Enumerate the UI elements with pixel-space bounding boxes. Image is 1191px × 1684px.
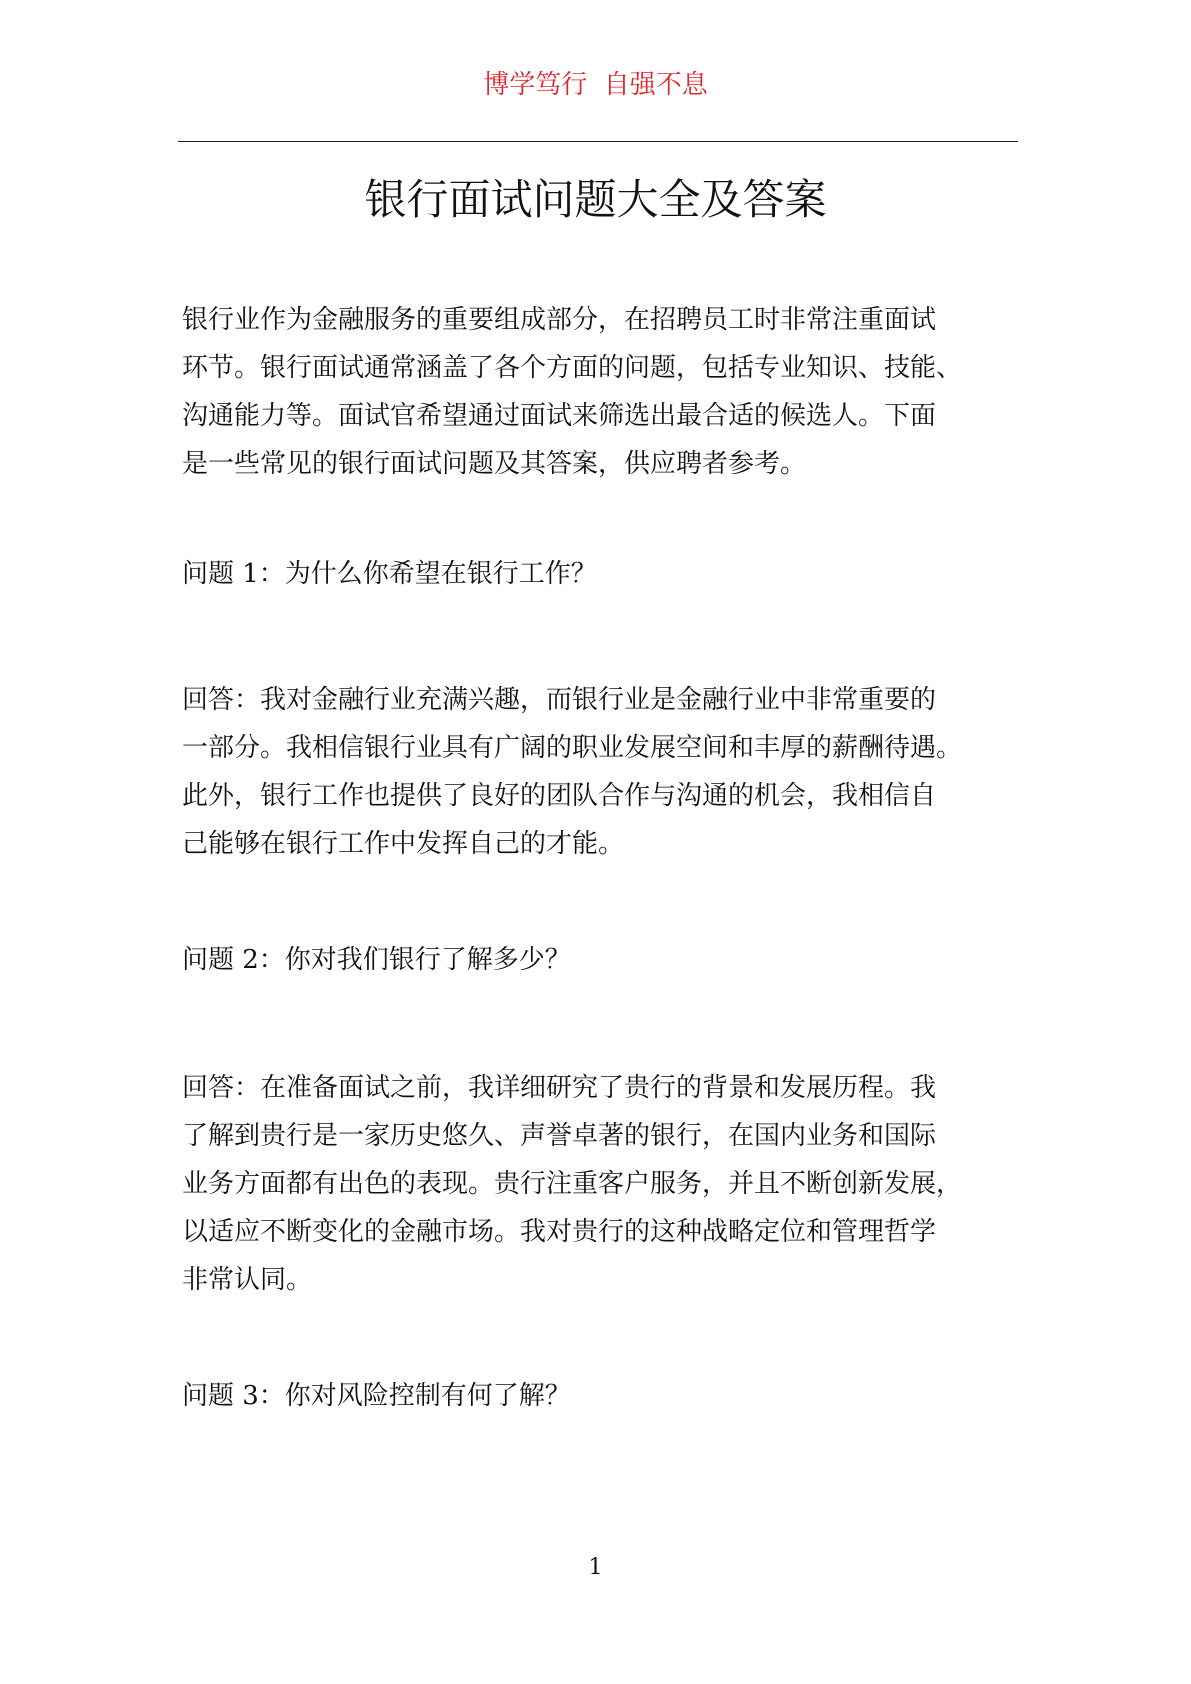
answer-2-line: 以适应不断变化的金融市场。我对贵行的这种战略定位和管理哲学 (182, 1217, 937, 1247)
question-3 (182, 1372, 1022, 1420)
answer-1-paragraph (182, 676, 1022, 868)
intro-paragraph (182, 296, 1022, 488)
answer-2-line: 非常认同。 (182, 1265, 313, 1295)
answer-1-line: 回答：我对金融行业充满兴趣，而银行业是金融行业中非常重要的 (182, 685, 937, 715)
intro-line: 沟通能力等。面试官希望通过面试来筛选出最合适的候选人。下面 (182, 401, 937, 431)
answer-2-line: 业务方面都有出色的表现。贵行注重客户服务，并且不断创新发展， (182, 1169, 963, 1199)
question-2 (182, 936, 1022, 984)
answer-2-line: 了解到贵行是一家历史悠久、声誉卓著的银行，在国内业务和国际 (182, 1121, 937, 1151)
answer-2-paragraph (182, 1064, 1022, 1304)
header-divider (178, 141, 1018, 142)
question-1-text: 问题 1：为什么你希望在银行工作？ (182, 559, 597, 589)
page-number: 1 (588, 1555, 603, 1580)
question-1 (182, 550, 1022, 598)
intro-line: 银行业作为金融服务的重要组成部分，在招聘员工时非常注重面试 (182, 305, 937, 335)
question-3-text: 问题 3：你对风险控制有何了解？ (182, 1381, 571, 1411)
answer-1-line: 此外，银行工作也提供了良好的团队合作与沟通的机会，我相信自 (182, 781, 937, 811)
question-2-text: 问题 2：你对我们银行了解多少？ (182, 945, 571, 975)
intro-line: 是一些常见的银行面试问题及其答案，供应聘者参考。 (182, 449, 807, 479)
answer-1-line: 己能够在银行工作中发挥自己的才能。 (182, 829, 625, 859)
answer-2-line: 回答：在准备面试之前，我详细研究了贵行的背景和发展历程。我 (182, 1073, 937, 1103)
page-header-motto: 博学笃行 自强不息 (483, 70, 708, 100)
intro-line: 环节。银行面试通常涵盖了各个方面的问题，包括专业知识、技能、 (182, 353, 963, 383)
document-title: 银行面试问题大全及答案 (364, 175, 827, 224)
answer-1-line: 一部分。我相信银行业具有广阔的职业发展空间和丰厚的薪酬待遇。 (182, 733, 963, 763)
